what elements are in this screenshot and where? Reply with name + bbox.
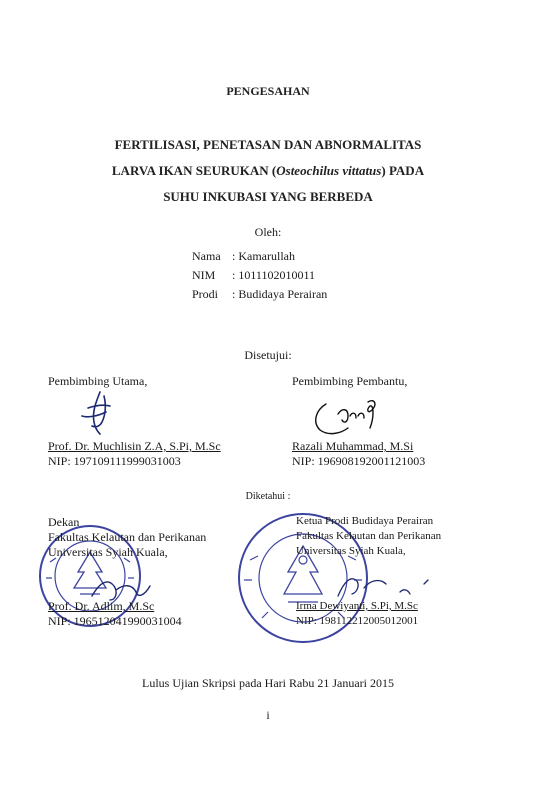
supervisor-main-role: Pembimbing Utama, (48, 374, 148, 388)
title-line-2 (0, 163, 536, 179)
approved-label: Disetujui: (244, 348, 292, 362)
title-species-name: Osteochilus vittatus (276, 163, 382, 178)
head-of-program-nip: NIP: 198112212005012001 (296, 615, 419, 627)
supervisor-main-nip: NIP: 197109111999031003 (48, 454, 181, 468)
title-line-1: FERTILISASI, PENETASAN DAN ABNORMALITAS (114, 137, 422, 152)
author-name-row (192, 249, 295, 264)
author-nim-key: NIM (192, 268, 216, 282)
title-line-2-suffix: ) PADA (381, 163, 425, 178)
author-nim-row (192, 268, 315, 283)
author-prodi-key: Prodi (192, 287, 219, 301)
author-name-value: : Kamarullah (232, 249, 295, 263)
title-line-2-prefix: LARVA IKAN SEURUKAN ( (111, 163, 277, 178)
dean-name: Prof. Dr. Adlim, M.Sc (48, 599, 155, 613)
head-of-program-role: Ketua Prodi Budidaya Perairan (296, 515, 434, 527)
author-by-label: Oleh: (254, 225, 282, 239)
dean-faculty: Fakultas Kelautan dan Perikanan (48, 530, 207, 544)
head-of-program-faculty: Fakultas Kelautan dan Perikanan (296, 530, 442, 542)
supervisor-assistant-signature (308, 394, 388, 439)
supervisor-assistant-name: Razali Muhammad, M.Si (292, 439, 414, 453)
head-of-program-university: Universitas Syiah Kuala, (296, 545, 406, 557)
page-number: i (266, 708, 270, 722)
head-of-program-signature (330, 568, 440, 604)
author-prodi-row (192, 287, 327, 302)
supervisor-main-name: Prof. Dr. Muchlisin Z.A, S.Pi, M.Sc (48, 439, 221, 453)
page-heading: PENGESAHAN (226, 84, 310, 98)
supervisor-main-signature (70, 388, 130, 438)
author-nim-value: : 1011102010011 (232, 268, 315, 282)
author-prodi-value: : Budidaya Perairan (232, 287, 328, 301)
dean-role: Dekan (48, 515, 80, 529)
dean-nip: NIP: 196512041990031004 (48, 614, 182, 628)
supervisor-assistant-nip: NIP: 196908192001121003 (292, 454, 426, 468)
title-line-3: SUHU INKUBASI YANG BERBEDA (163, 189, 373, 204)
acknowledged-label: Diketahui : (245, 491, 291, 502)
dean-university: Universitas Syiah Kuala, (48, 545, 168, 559)
supervisor-assistant-role: Pembimbing Pembantu, (292, 374, 408, 388)
author-name-key: Nama (192, 249, 221, 263)
exam-pass-note: Lulus Ujian Skripsi pada Hari Rabu 21 Januari 2015 (142, 676, 394, 690)
head-of-program-name: Irma Dewiyanti, S.Pi, M.Sc (296, 600, 418, 612)
